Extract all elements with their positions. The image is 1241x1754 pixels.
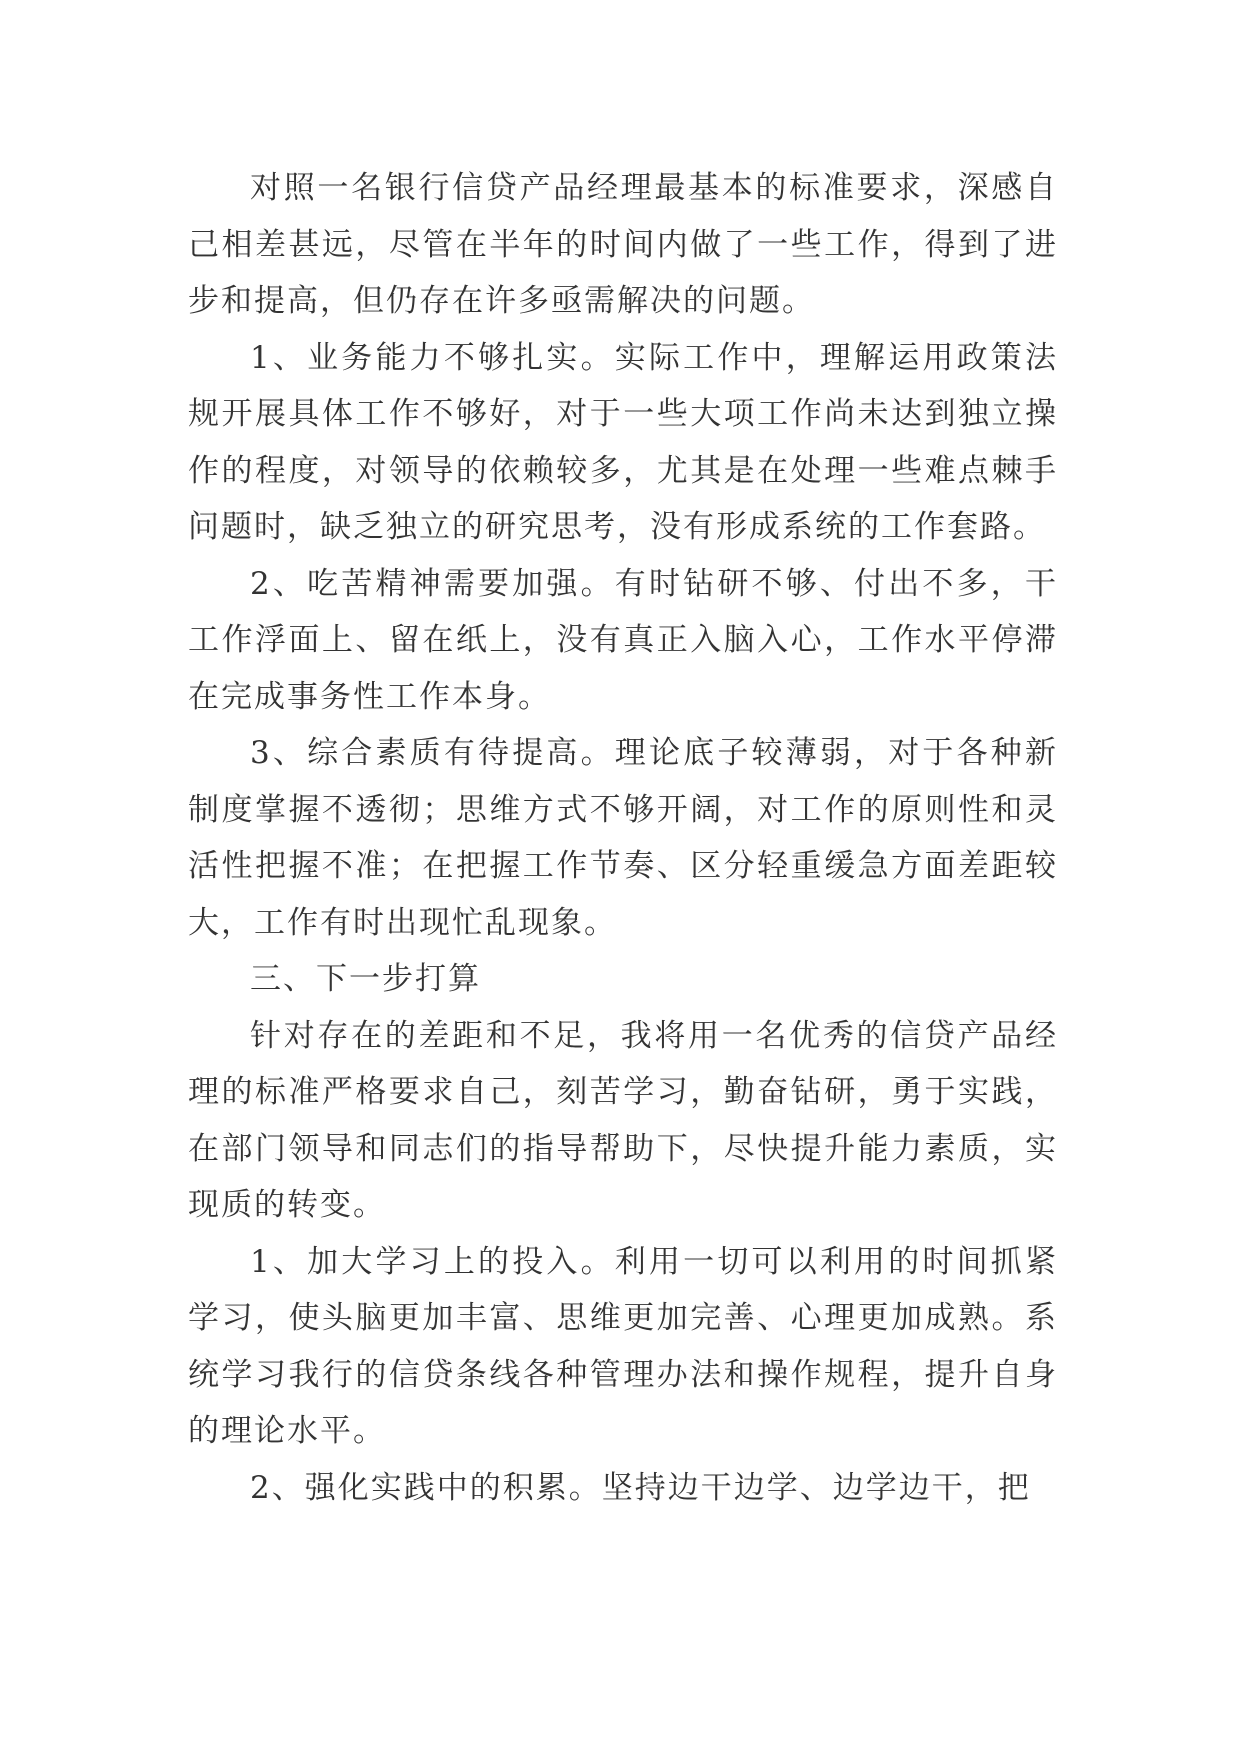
paragraph-issue-business-ability: 1、业务能力不够扎实。实际工作中，理解运用政策法规开展具体工作不够好，对于一些大项工作尚未达到独立操作的程度，对领导的依赖较多，尤其是在处理一些难点棘手问题时，缺乏独立的研究思考，没有形成系统的工作套路。 [188, 339, 1058, 545]
paragraph-plan-study: 1、加大学习上的投入。利用一切可以利用的时间抓紧学习，使头脑更加丰富、思维更加完善、心理更加成熟。系统学习我行的信贷条线各种管理办法和操作规程，提升自身的理论水平。 [188, 1243, 1058, 1449]
paragraph-self-assessment-intro: 对照一名银行信贷产品经理最基本的标准要求，深感自己相差甚远，尽管在半年的时间内做了一些工作，得到了进步和提高，但仍存在许多亟需解决的问题。 [188, 170, 1058, 319]
section-heading-next-steps: 三、下一步打算 [250, 961, 481, 997]
document-body [188, 160, 1058, 1516]
paragraph-next-steps-intro: 针对存在的差距和不足，我将用一名优秀的信贷产品经理的标准严格要求自己，刻苦学习，勤奋钻研，勇于实践，在部门领导和同志们的指导帮助下，尽快提升能力素质，实现质的转变。 [188, 1017, 1058, 1223]
paragraph-issue-work-spirit: 2、吃苦精神需要加强。有时钻研不够、付出不多，干工作浮面上、留在纸上，没有真正入脑入心，工作水平停滞在完成事务性工作本身。 [188, 565, 1058, 715]
paragraph-issue-overall-quality: 3、综合素质有待提高。理论底子较薄弱，对于各种新制度掌握不透彻；思维方式不够开阔，对工作的原则性和灵活性把握不准；在把握工作节奏、区分轻重缓急方面差距较大，工作有时出现忙乱现象。 [188, 735, 1058, 941]
paragraph-plan-practice: 2、强化实践中的积累。坚持边干边学、边学边干，把 [250, 1469, 1031, 1506]
